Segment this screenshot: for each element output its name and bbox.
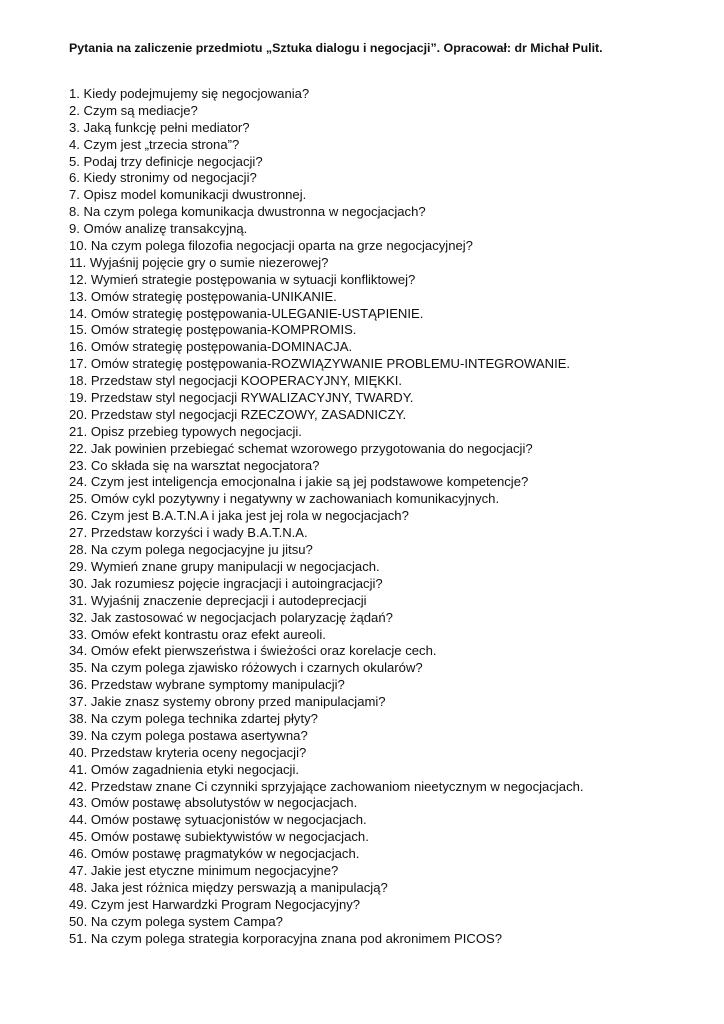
question-item: 33. Omów efekt kontrastu oraz efekt aureoli. (69, 626, 326, 642)
question-item: 27. Przedstaw korzyści i wady B.A.T.N.A. (69, 525, 308, 541)
question-item: 48. Jaka jest różnica między perswazją a manipulacją? (69, 879, 388, 895)
question-item: 40. Przedstaw kryteria oceny negocjacji? (69, 744, 307, 760)
question-item: 50. Na czym polega system Campa? (69, 913, 283, 929)
question-item: 51. Na czym polega strategia korporacyjna znana pod akronimem PICOS? (69, 930, 503, 946)
question-item: 42. Przedstaw znane Ci czynniki sprzyjające zachowaniom nieetycznym w negocjacjach. (69, 778, 584, 794)
question-item: 8. Na czym polega komunikacja dwustronna w negocjacjach? (69, 204, 426, 220)
question-item: 37. Jakie znasz systemy obrony przed manipulacjami? (69, 694, 386, 710)
question-item: 29. Wymień znane grupy manipulacji w negocjacjach. (69, 558, 380, 574)
question-item: 4. Czym jest „trzecia strona”? (69, 136, 240, 152)
question-item: 21. Opisz przebieg typowych negocjacji. (69, 423, 302, 439)
question-item: 20. Przedstaw styl negocjacji RZECZOWY, ZASADNICZY. (69, 406, 407, 422)
question-item: 11. Wyjaśnij pojęcie gry o sumie niezerowej? (69, 254, 329, 270)
question-item: 16. Omów strategię postępowania-DOMINACJA. (69, 339, 353, 355)
question-item: 10. Na czym polega filozofia negocjacji oparta na grze negocjacyjnej? (69, 238, 473, 254)
question-item: 12. Wymień strategie postępowania w sytuacji konfliktowej? (69, 271, 416, 287)
question-item: 36. Przedstaw wybrane symptomy manipulacji? (69, 677, 345, 693)
question-item: 34. Omów efekt pierwszeństwa i świeżości oraz korelacje cech. (69, 643, 437, 659)
question-item: 41. Omów zagadnienia etyki negocjacji. (69, 761, 299, 777)
question-item: 14. Omów strategię postępowania-ULEGANIE-USTĄPIENIE. (69, 305, 424, 321)
question-item: 43. Omów postawę absolutystów w negocjacjach. (69, 795, 358, 811)
question-item: 46. Omów postawę pragmatyków w negocjacjach. (69, 846, 360, 862)
question-item: 9. Omów analizę transakcyjną. (69, 221, 248, 237)
question-item: 23. Co składa się na warsztat negocjatora? (69, 457, 320, 473)
question-item: 47. Jakie jest etyczne minimum negocjacyjne? (69, 862, 339, 878)
question-item: 35. Na czym polega zjawisko różowych i czarnych okularów? (69, 660, 423, 676)
question-item: 25. Omów cykl pozytywny i negatywny w zachowaniach komunikacyjnych. (69, 491, 500, 507)
question-item: 22. Jak powinien przebiegać schemat wzorowego przygotowania do negocjacji? (69, 440, 533, 456)
question-item: 6. Kiedy stronimy od negocjacji? (69, 170, 257, 186)
question-list (69, 86, 719, 947)
question-item: 7. Opisz model komunikacji dwustronnej. (69, 187, 307, 203)
question-item: 44. Omów postawę sytuacjonistów w negocjacjach. (69, 812, 367, 828)
question-item: 15. Omów strategię postępowania-KOMPROMIS. (69, 322, 357, 338)
question-item: 13. Omów strategię postępowania-UNIKANIE. (69, 288, 337, 304)
question-item: 1. Kiedy podejmujemy się negocjowania? (69, 86, 310, 101)
question-item: 30. Jak rozumiesz pojęcie ingracjacji i autoingracjacji? (69, 575, 383, 591)
question-item: 49. Czym jest Harwardzki Program Negocjacyjny? (69, 896, 361, 912)
question-item: 45. Omów postawę subiektywistów w negocjacjach. (69, 829, 369, 845)
question-item: 26. Czym jest B.A.T.N.A i jaka jest jej rola w negocjacjach? (69, 508, 409, 524)
question-item: 3. Jaką funkcję pełni mediator? (69, 119, 250, 135)
question-item: 18. Przedstaw styl negocjacji KOOPERACYJNY, MIĘKKI. (69, 373, 403, 389)
question-item: 17. Omów strategię postępowania-ROZWIĄZYWANIE PROBLEMU-INTEGROWANIE. (69, 356, 571, 372)
document-title: Pytania na zaliczenie przedmiotu „Sztuka dialogu i negocjacji”. Opracował: dr Michał Pulit. (69, 41, 603, 55)
question-item: 32. Jak zastosować w negocjacjach polaryzację żądań? (69, 609, 393, 625)
question-item: 28. Na czym polega negocjacyjne ju jitsu? (69, 542, 313, 558)
question-item: 31. Wyjaśnij znaczenie deprecjacji i autodeprecjacji (69, 592, 367, 608)
question-item: 39. Na czym polega postawa asertywna? (69, 727, 308, 743)
question-item: 19. Przedstaw styl negocjacji RYWALIZACYJNY, TWARDY. (69, 390, 414, 406)
question-item: 38. Na czym polega technika zdartej płyty? (69, 710, 318, 726)
question-item: 5. Podaj trzy definicje negocjacji? (69, 153, 263, 169)
question-item: 2. Czym są mediacje? (69, 102, 198, 118)
question-item: 24. Czym jest inteligencja emocjonalna i jakie są jej podstawowe kompetencje? (69, 474, 529, 490)
